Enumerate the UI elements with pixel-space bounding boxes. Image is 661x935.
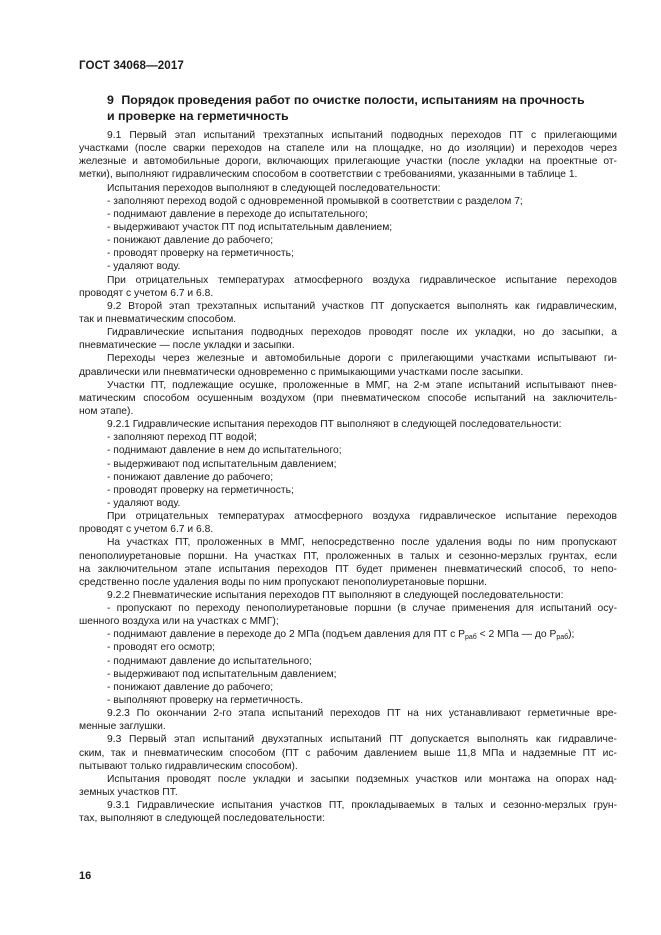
list-item: - удаляют воду. xyxy=(107,261,181,273)
formula-subscript: раб xyxy=(556,634,569,642)
text-line: матическим способом осушенным воздухом (при пневматическом способе испытаний на заключитель- xyxy=(79,392,617,404)
text-line: дравлически или пневматически одновременно с примыкающими участками после засыпки. xyxy=(79,366,524,378)
text-line: железные и автомобильные дороги, включающих прилегающие участки (после укладки на проектные от- xyxy=(79,156,617,168)
text-line: При отрицательных температурах атмосферного воздуха гидравлическое испытание переходов xyxy=(107,274,617,286)
text-line: пытывают только гидравлическим способом). xyxy=(79,760,298,772)
list-item-formula xyxy=(79,628,617,641)
text-line: 9.2.1 Гидравлические испытания переходов ПТ выполняют в следующей последовательности: xyxy=(107,419,562,431)
text-line: 9.2.2 Пневматические испытания переходов ПТ выполняют в следующей последовательности: xyxy=(107,589,564,601)
text-line: 9.2.3 По окончании 2-го этапа испытаний переходов ПТ на них устанавливают герметичные вре- xyxy=(107,708,617,720)
text-line: земных участков ПТ. xyxy=(79,787,178,799)
list-item: - выдерживают под испытательным давлением; xyxy=(107,458,337,470)
formula-end: ); xyxy=(568,629,575,641)
section-title xyxy=(107,92,627,124)
text-line: проводят с учетом 6.7 и 6.8. xyxy=(79,287,214,299)
text-line: 9.3.1 Гидравлические испытания участков ПТ, прокладываемых в талых и сезонно-мерзлых грун- xyxy=(107,800,617,812)
text-line: средственно после удаления воды по ним пропускают пенополиуретановые поршни. xyxy=(79,576,487,588)
text-line: ном этапе). xyxy=(79,405,134,417)
list-item: - выдерживают участок ПТ под испытательным давлением; xyxy=(107,221,393,233)
list-item: - выдерживают под испытательным давлением; xyxy=(107,668,337,680)
body-text xyxy=(79,129,617,825)
document-header: ГОСТ 34068—2017 xyxy=(79,59,184,72)
text-line: Испытания проводят после укладки и засыпки подземных участков или монтажа на опорах над- xyxy=(107,773,617,785)
list-item: - поднимают давление до испытательного; xyxy=(107,655,312,667)
formula-text: - поднимают давление в переходе до 2 МПа (подъем давления для ПТ с Р xyxy=(107,629,466,641)
list-item: - заполняют переход ПТ водой; xyxy=(107,432,257,444)
section-title-line2: и проверке на герметичность xyxy=(107,109,289,123)
list-item: - удаляют воду. xyxy=(107,497,181,509)
text-line: менные заглушки. xyxy=(79,721,166,733)
list-item: - проводят его осмотр; xyxy=(107,642,215,654)
text-line: 9.2 Второй этап трехэтапных испытаний участков ПТ допускается выполнять как гидравлическим, xyxy=(107,300,617,312)
text-line: проводят с учетом 6.7 и 6.8. xyxy=(79,524,214,536)
text-line: 9.1 Первый этап испытаний трехэтапных испытаний подводных переходов ПТ с прилегающими xyxy=(107,130,617,141)
list-item: - понижают давление до рабочего; xyxy=(107,681,274,693)
text-line: пенополиуретановые поршни. На участках ПТ, проложенных в талых и сезонно-мерзлых грунтах, если xyxy=(79,550,617,562)
list-item: - поднимают давление в нем до испытательного; xyxy=(107,445,342,457)
page-number: 16 xyxy=(79,870,92,882)
text-line: метки), выполняют гидравлическим способом в соответствии с требованиями, указанными в таблице 1. xyxy=(79,169,578,181)
list-item: - понижают давление до рабочего; xyxy=(107,235,274,247)
text-line: пневматические — после укладки и засыпки. xyxy=(79,340,295,352)
text-line: 9.3 Первый этап испытаний двухэтапных испытаний ПТ допускается выполнять как гидравличе- xyxy=(107,734,617,746)
list-item: - пропускают по переходу пенополиуретановые поршни (в случае применения для испытаний осу- xyxy=(107,603,617,615)
list-item: - проводят проверку на герметичность; xyxy=(107,484,294,496)
text-line: На участках ПТ, проложенных в ММГ, непосредственно после удаления воды по ним пропускают xyxy=(107,537,617,549)
section-number: 9 xyxy=(107,93,114,107)
text-line: тах, выполняют в следующей последовательности: xyxy=(79,813,325,825)
list-item: - заполняют переход водой с одновременной промывкой в соответствии с разделом 7; xyxy=(107,195,523,207)
formula-mid: < 2 МПа — до Р xyxy=(476,629,557,641)
list-item: - понижают давление до рабочего; xyxy=(107,471,274,483)
text-line: шенного воздуха или на участках с ММГ); xyxy=(79,616,279,628)
list-item: - проводят проверку на герметичность; xyxy=(107,248,294,260)
formula-subscript: раб xyxy=(465,634,477,642)
list-item: - поднимают давление в переходе до испытательного; xyxy=(107,208,368,220)
text-line: Переходы через железные и автомобильные дороги с прилегающими участками испытывают ги- xyxy=(107,353,617,365)
text-line: так и пневматическим способом. xyxy=(79,313,237,325)
text-line: ским, так и пневматическим способом (ПТ с рабочим давлением выше 11,8 МПа и надземные ПТ ис- xyxy=(79,747,617,759)
text-line: на заключительном этапе испытания переходов ПТ будет применен пневматический способ, то непо- xyxy=(79,563,617,575)
list-item: - выполняют проверку на герметичность. xyxy=(107,695,304,707)
text-line: участками (после сварки переходов на стапеле или на площадке, но до изоляции) и переходов через xyxy=(79,143,617,155)
text-line: Гидравлические испытания подводных переходов проводят после их укладки, но до засыпки, а xyxy=(107,327,617,339)
text-line: При отрицательных температурах атмосферного воздуха гидравлическое испытание переходов xyxy=(107,511,617,523)
text-line: Участки ПТ, подлежащие осушке, проложенные в ММГ, на 2-м этапе испытаний испытывают пнев- xyxy=(107,379,617,391)
text-line: Испытания переходов выполняют в следующей последовательности: xyxy=(107,182,441,194)
section-title-line1: Порядок проведения работ по очистке полости, испытаниям на прочность xyxy=(121,93,585,107)
